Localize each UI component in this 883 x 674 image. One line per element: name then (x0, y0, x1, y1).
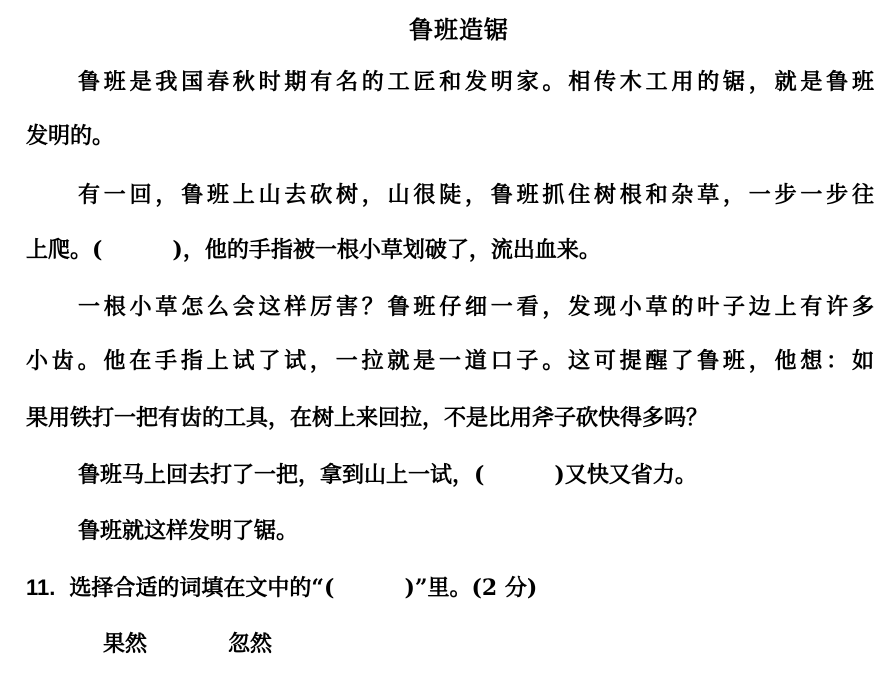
passage-line-9: 鲁班就这样发明了锯。 (78, 518, 299, 544)
passage-line-5: 一根小草怎么会这样厉害？鲁班仔细一看，发现小草的叶子边上有许多 (78, 294, 874, 320)
question-number: 11. (26, 575, 56, 600)
question-text-before: 选择合适的词填在文中的“( (69, 575, 335, 601)
passage-line-7: 果用铁打一把有齿的工具，在树上来回拉，不是比用斧子砍快得多吗？ (26, 405, 709, 431)
passage-line-6: 小齿。他在手指上试了试，一拉就是一道口子。这可提醒了鲁班，他想：如 (26, 348, 874, 374)
question-11 (26, 570, 537, 606)
line-4-before-blank: 上爬。( (26, 237, 103, 263)
choice-option-2[interactable]: 忽然 (228, 631, 273, 657)
passage-title: 鲁班造锯 (409, 15, 509, 44)
passage-line-8 (78, 457, 874, 493)
choice-option-1[interactable]: 果然 (103, 631, 148, 657)
passage-line-4 (26, 232, 874, 268)
line-8-before-blank: 鲁班马上回去打了一把，拿到山上一试，( (78, 462, 485, 488)
passage-line-3: 有一回，鲁班上山去砍树，山很陡，鲁班抓住树根和杂草，一步一步往 (78, 182, 874, 208)
line-4-after-blank: )，他的手指被一根小草划破了，流出血来。 (172, 237, 601, 263)
passage-line-1: 鲁班是我国春秋时期有名的工匠和发明家。相传木工用的锯，就是鲁班 (78, 69, 874, 95)
passage-line-2: 发明的。 (26, 123, 115, 149)
question-text-after: )”里。(2 分) (404, 575, 538, 601)
line-8-after-blank: )又快又省力。 (554, 462, 697, 488)
